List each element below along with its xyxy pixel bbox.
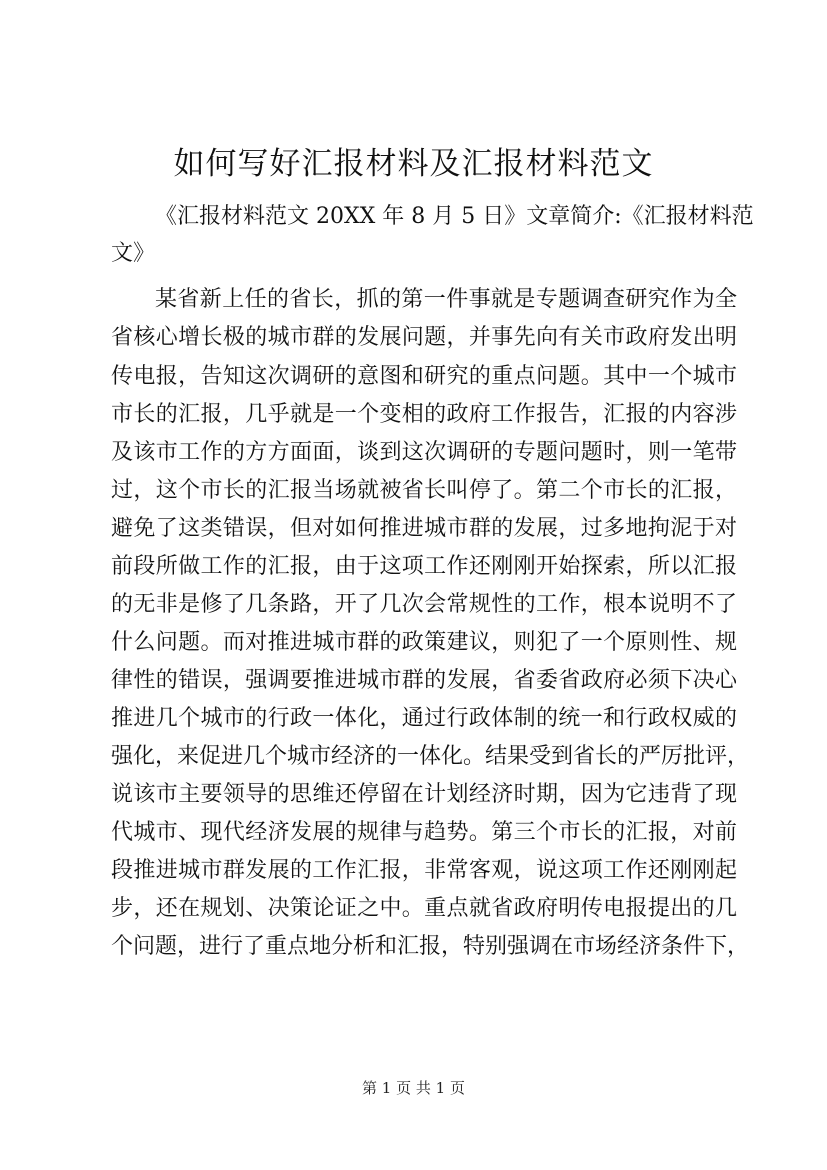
paragraph-line: 过，这个市长的汇报当场就被省长叫停了。第二个市长的汇报， [111,478,737,503]
paragraph-line: 避免了这类错误，但对如何推进城市群的发展，过多地拘泥于对 [111,516,737,541]
paragraph-line: 市长的汇报，几乎就是一个变相的政府工作报告，汇报的内容涉 [111,402,737,427]
paragraph-line: 及该市工作的方方面面，谈到这次调研的专题问题时，则一笔带 [111,440,737,465]
page-footer: 第 1 页 共 1 页 [362,1079,465,1097]
paragraph-line: 强化，来促进几个城市经济的一体化。结果受到省长的严厉批评， [111,744,750,769]
paragraph-line: 前段所做工作的汇报，由于这项工作还刚刚开始探索，所以汇报 [111,554,737,579]
paragraph-line: 段推进城市群发展的工作汇报，非常客观，说这项工作还刚刚起 [111,858,737,883]
paragraph-line: 推进几个城市的行政一体化，通过行政体制的统一和行政权威的 [111,706,737,731]
paragraph-line: 传电报，告知这次调研的意图和研究的重点问题。其中一个城市 [111,364,737,389]
paragraph-line: 律性的错误，强调要推进城市群的发展，省委省政府必须下决心 [111,668,737,693]
paragraph-line: 说该市主要领导的思维还停留在计划经济时期，因为它违背了现 [111,782,737,807]
paragraph-line: 某省新上任的省长，抓的第一件事就是专题调查研究作为全 [155,287,737,312]
paragraph-line: 的无非是修了几条路，开了几次会常规性的工作，根本说明不了 [111,592,737,617]
paragraph-line: 代城市、现代经济发展的规律与趋势。第三个市长的汇报，对前 [111,820,737,845]
paragraph-line: 什么问题。而对推进城市群的政策建议，则犯了一个原则性、规 [111,630,737,655]
intro-line: 《汇报材料范文 20XX 年 8 月 5 日》文章简介:《汇报材料范 [155,204,754,229]
document-title: 如何写好汇报材料及汇报材料范文 [173,146,654,182]
paragraph-line: 个问题，进行了重点地分析和汇报，特别强调在市场经济条件下， [111,934,750,959]
intro-line: 文》 [111,241,156,266]
paragraph-line: 步，还在规划、决策论证之中。重点就省政府明传电报提出的几 [111,896,737,921]
paragraph-line: 省核心增长极的城市群的发展问题，并事先向有关市政府发出明 [111,325,737,350]
